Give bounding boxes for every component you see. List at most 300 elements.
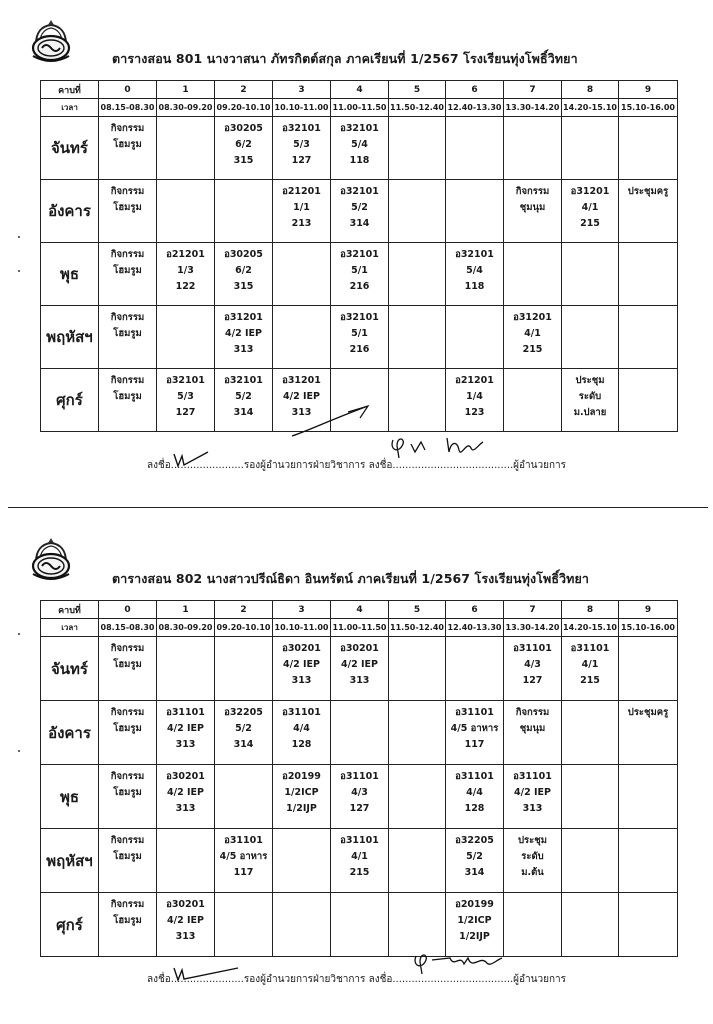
slot-line: 4/2 IEP xyxy=(283,659,320,670)
time-2: 09.20-10.10 xyxy=(215,619,273,637)
slot-line: 4/2 IEP xyxy=(514,787,551,798)
slot-line: อ20199 xyxy=(282,771,321,782)
class-slot xyxy=(446,765,504,829)
day-name: อังคาร xyxy=(41,180,99,243)
slot-line: กิจกรรม xyxy=(110,771,145,782)
class-slot xyxy=(562,369,619,432)
class-slot xyxy=(99,701,157,765)
day-row xyxy=(41,829,678,893)
day-name: พุธ xyxy=(41,765,99,829)
signature-line: ลงชื่อ.......................รองผู้อำนวยการฝ่ายวิชาการ ลงชื่อ......................................ผู้อำนวยการ xyxy=(147,460,567,471)
slot-line: 313 xyxy=(291,407,312,418)
slot-line: อ32101 xyxy=(340,312,379,323)
slot-line: 1/1 xyxy=(293,202,310,213)
slot-line: อ31201 xyxy=(570,186,610,197)
schedule-title: ตารางสอน 802 นางสาวปรีณ์ธิดา อินทรัตน์ ภาคเรียนที่ 1/2567 โรงเรียนทุ่งโพธิ์วิทยา xyxy=(112,571,590,586)
class-slot xyxy=(157,243,215,306)
slot-line: โฮมรูม xyxy=(113,328,142,339)
slot-line: 6/2 xyxy=(235,139,252,150)
slot-line: อ31101 xyxy=(340,771,379,782)
class-slot xyxy=(331,117,389,180)
scan-mark xyxy=(18,236,20,238)
class-slot xyxy=(99,829,157,893)
empty-slot xyxy=(562,765,619,829)
slot-line: 315 xyxy=(233,281,254,292)
class-slot xyxy=(331,243,389,306)
slot-line: 4/5 อาหาร xyxy=(219,851,268,862)
slot-line: 315 xyxy=(233,155,254,166)
slot-line: 213 xyxy=(291,218,312,229)
time-9: 15.10-16.00 xyxy=(619,619,678,637)
slot-line: อ32205 xyxy=(455,835,494,846)
slot-line: ม.ปลาย xyxy=(573,407,607,418)
day-name: พฤหัสฯ xyxy=(41,306,99,369)
period-5: 5 xyxy=(389,601,446,619)
school-emblem-icon xyxy=(28,536,74,582)
empty-slot xyxy=(446,180,504,243)
slot-line: อ31101 xyxy=(570,643,610,654)
slot-line: 215 xyxy=(522,344,543,355)
slot-line: กิจกรรม xyxy=(110,375,145,386)
slot-line: 1/2ICP xyxy=(284,787,319,798)
slot-line: อ31201 xyxy=(513,312,552,323)
class-slot xyxy=(157,369,215,432)
class-slot xyxy=(157,765,215,829)
slot-line: อ31101 xyxy=(166,707,205,718)
empty-slot xyxy=(389,180,446,243)
empty-slot xyxy=(389,893,446,957)
day-row xyxy=(41,893,678,957)
empty-slot xyxy=(389,306,446,369)
slot-line: 313 xyxy=(233,344,254,355)
slot-line: 4/2 IEP xyxy=(167,915,204,926)
time-label: เวลา xyxy=(41,99,99,117)
slot-line: อ31101 xyxy=(455,707,494,718)
slot-line: 215 xyxy=(580,675,600,686)
class-slot xyxy=(215,829,273,893)
class-slot xyxy=(331,180,389,243)
empty-slot xyxy=(157,829,215,893)
slot-line: 216 xyxy=(349,281,370,292)
slot-line: 4/2 IEP xyxy=(167,787,204,798)
slot-line: 5/4 xyxy=(351,139,368,150)
slot-line: 314 xyxy=(233,739,254,750)
empty-slot xyxy=(389,637,446,701)
slot-line: 5/2 xyxy=(466,851,483,862)
time-3: 10.10-11.00 xyxy=(273,619,331,637)
time-6: 12.40-13.30 xyxy=(446,619,504,637)
empty-slot xyxy=(562,243,619,306)
slot-line: โฮมรูม xyxy=(113,723,142,734)
slot-line: 4/5 อาหาร xyxy=(450,723,499,734)
slot-line: 314 xyxy=(349,218,370,229)
slot-line: 6/2 xyxy=(235,265,252,276)
slot-line: 313 xyxy=(175,931,196,942)
time-4: 11.00-11.50 xyxy=(331,99,389,117)
slot-line: อ21201 xyxy=(166,249,205,260)
empty-slot xyxy=(157,117,215,180)
slot-line: 123 xyxy=(464,407,485,418)
period-label: คาบที่ xyxy=(41,81,99,99)
slot-line: อ31101 xyxy=(224,835,263,846)
slot-line: 5/3 xyxy=(293,139,310,150)
period-8: 8 xyxy=(562,601,619,619)
empty-slot xyxy=(273,893,331,957)
signature-scribble-icon xyxy=(290,404,370,440)
slot-line: 4/2 IEP xyxy=(341,659,378,670)
slot-line: อ30201 xyxy=(166,771,205,782)
time-5: 11.50-12.40 xyxy=(389,99,446,117)
day-row xyxy=(41,243,678,306)
slot-line: โฮมรูม xyxy=(113,851,142,862)
slot-line: อ30201 xyxy=(282,643,321,654)
empty-slot xyxy=(389,117,446,180)
slot-line: 313 xyxy=(522,803,543,814)
slot-line: ระดับ xyxy=(578,391,602,402)
class-slot xyxy=(331,765,389,829)
slot-line: 5/1 xyxy=(351,328,368,339)
class-slot xyxy=(157,893,215,957)
empty-slot xyxy=(619,765,678,829)
class-slot xyxy=(446,701,504,765)
period-3: 3 xyxy=(273,601,331,619)
slot-line: กิจกรรม xyxy=(110,707,145,718)
day-row xyxy=(41,117,678,180)
slot-line: อ30201 xyxy=(166,899,205,910)
day-name: จันทร์ xyxy=(41,637,99,701)
slot-line: อ21201 xyxy=(455,375,494,386)
slot-line: 1/2IJP xyxy=(459,931,490,942)
slot-line: อ21201 xyxy=(282,186,321,197)
class-slot xyxy=(273,117,331,180)
slot-line: 4/3 xyxy=(524,659,541,670)
period-0: 0 xyxy=(99,601,157,619)
day-row xyxy=(41,306,678,369)
class-slot xyxy=(619,701,678,765)
slot-line: 117 xyxy=(464,739,485,750)
slot-line: อ31101 xyxy=(455,771,494,782)
slot-line: ม.ต้น xyxy=(521,867,544,878)
time-header-row xyxy=(41,99,678,117)
slot-line: 4/4 xyxy=(293,723,310,734)
slot-line: ประชุม xyxy=(575,375,605,386)
empty-slot xyxy=(273,306,331,369)
empty-slot xyxy=(504,893,562,957)
slot-line: 313 xyxy=(175,803,196,814)
period-4: 4 xyxy=(331,81,389,99)
schedule-title: ตารางสอน 801 นางวาสนา ภัทรกิตต์สกุล ภาคเรียนที่ 1/2567 โรงเรียนทุ่งโพธิ์วิทยา xyxy=(112,51,578,66)
slot-line: อ32101 xyxy=(224,375,263,386)
time-5: 11.50-12.40 xyxy=(389,619,446,637)
period-6: 6 xyxy=(446,601,504,619)
class-slot xyxy=(446,369,504,432)
empty-slot xyxy=(331,701,389,765)
signature-line: ลงชื่อ.......................รองผู้อำนวยการฝ่ายวิชาการ ลงชื่อ......................................ผู้อำนวยการ xyxy=(147,974,567,985)
time-1: 08.30-09.20 xyxy=(157,619,215,637)
empty-slot xyxy=(619,243,678,306)
class-slot xyxy=(215,701,273,765)
slot-line: โฮมรูม xyxy=(113,391,142,402)
class-slot xyxy=(99,893,157,957)
slot-line: 4/2 IEP xyxy=(167,723,204,734)
slot-line: อ32205 xyxy=(224,707,263,718)
time-7: 13.30-14.20 xyxy=(504,99,562,117)
slot-line: อ31101 xyxy=(340,835,379,846)
slot-line: 1/2ICP xyxy=(457,915,492,926)
class-slot xyxy=(273,701,331,765)
class-slot xyxy=(215,117,273,180)
class-slot xyxy=(619,180,678,243)
time-label: เวลา xyxy=(41,619,99,637)
slot-line: 122 xyxy=(175,281,196,292)
slot-line: 127 xyxy=(522,675,543,686)
period-1: 1 xyxy=(157,81,215,99)
slot-line: โฮมรูม xyxy=(113,265,142,276)
empty-slot xyxy=(215,893,273,957)
class-slot xyxy=(331,637,389,701)
empty-slot xyxy=(157,637,215,701)
class-slot xyxy=(99,117,157,180)
class-slot xyxy=(562,180,619,243)
slot-line: 4/2 IEP xyxy=(283,391,320,402)
slot-line: 4/4 xyxy=(466,787,483,798)
class-slot xyxy=(157,701,215,765)
slot-line: ระดับ xyxy=(521,851,544,862)
empty-slot xyxy=(562,701,619,765)
time-7: 13.30-14.20 xyxy=(504,619,562,637)
day-row xyxy=(41,701,678,765)
empty-slot xyxy=(273,829,331,893)
slot-line: อ32101 xyxy=(455,249,494,260)
period-label: คาบที่ xyxy=(41,601,99,619)
class-slot xyxy=(99,243,157,306)
slot-line: โฮมรูม xyxy=(113,915,142,926)
scan-mark xyxy=(18,750,20,752)
empty-slot xyxy=(619,306,678,369)
day-name: อังคาร xyxy=(41,701,99,765)
slot-line: 4/1 xyxy=(581,659,599,670)
slot-line: 5/2 xyxy=(235,723,252,734)
day-name: ศุกร์ xyxy=(41,369,99,432)
slot-line: อ30205 xyxy=(224,249,263,260)
slot-line: อ31101 xyxy=(513,643,552,654)
school-emblem-icon xyxy=(28,18,74,64)
slot-line: 215 xyxy=(349,867,370,878)
slot-line: ประชุมครู xyxy=(627,186,669,197)
slot-line: อ32101 xyxy=(340,123,379,134)
empty-slot xyxy=(446,637,504,701)
slot-line: โฮมรูม xyxy=(113,202,142,213)
time-0: 08.15-08.30 xyxy=(99,619,157,637)
slot-line: 314 xyxy=(464,867,485,878)
class-slot xyxy=(99,765,157,829)
empty-slot xyxy=(619,637,678,701)
time-8: 14.20-15.10 xyxy=(562,619,619,637)
slot-line: 127 xyxy=(175,407,196,418)
slot-line: 313 xyxy=(291,675,312,686)
slot-line: อ31201 xyxy=(282,375,321,386)
slot-line: กิจกรรม xyxy=(110,123,145,134)
scan-mark xyxy=(18,270,20,272)
slot-line: 4/2 IEP xyxy=(225,328,262,339)
slot-line: 5/3 xyxy=(177,391,194,402)
slot-line: ชุมนุม xyxy=(519,202,546,213)
class-slot xyxy=(504,829,562,893)
slot-line: 314 xyxy=(233,407,254,418)
day-name: ศุกร์ xyxy=(41,893,99,957)
day-name: พฤหัสฯ xyxy=(41,829,99,893)
empty-slot xyxy=(446,117,504,180)
class-slot xyxy=(504,701,562,765)
slot-line: ชุมนุม xyxy=(519,723,546,734)
class-slot xyxy=(331,829,389,893)
empty-slot xyxy=(619,369,678,432)
time-2: 09.20-10.10 xyxy=(215,99,273,117)
period-8: 8 xyxy=(562,81,619,99)
slot-line: กิจกรรม xyxy=(110,643,145,654)
slot-line: กิจกรรม xyxy=(110,249,145,260)
class-slot xyxy=(99,306,157,369)
time-6: 12.40-13.30 xyxy=(446,99,504,117)
empty-slot xyxy=(215,180,273,243)
slot-line: 4/1 xyxy=(524,328,541,339)
slot-line: โฮมรูม xyxy=(113,659,142,670)
slot-line: กิจกรรม xyxy=(110,835,145,846)
period-2: 2 xyxy=(215,601,273,619)
slot-line: กิจกรรม xyxy=(515,707,550,718)
class-slot xyxy=(446,893,504,957)
slot-line: 313 xyxy=(349,675,370,686)
period-9: 9 xyxy=(619,81,678,99)
slot-line: 4/3 xyxy=(351,787,368,798)
empty-slot xyxy=(504,369,562,432)
period-6: 6 xyxy=(446,81,504,99)
empty-slot xyxy=(389,765,446,829)
period-7: 7 xyxy=(504,81,562,99)
day-row xyxy=(41,637,678,701)
slot-line: 127 xyxy=(349,803,370,814)
slot-line: อ31101 xyxy=(282,707,321,718)
period-header-row xyxy=(41,81,678,99)
slot-line: 118 xyxy=(464,281,485,292)
class-slot xyxy=(99,369,157,432)
slot-line: 127 xyxy=(291,155,312,166)
day-name: จันทร์ xyxy=(41,117,99,180)
class-slot xyxy=(273,180,331,243)
time-0: 08.15-08.30 xyxy=(99,99,157,117)
class-slot xyxy=(504,765,562,829)
slot-line: 5/4 xyxy=(466,265,483,276)
class-slot xyxy=(99,180,157,243)
schedule-sheet-802 xyxy=(0,512,713,1024)
slot-line: ประชุม xyxy=(518,835,547,846)
class-slot xyxy=(446,243,504,306)
class-slot xyxy=(562,637,619,701)
slot-line: 1/2IJP xyxy=(286,803,317,814)
timetable xyxy=(40,80,678,432)
empty-slot xyxy=(562,117,619,180)
slot-line: กิจกรรม xyxy=(110,899,145,910)
day-row xyxy=(41,765,678,829)
empty-slot xyxy=(215,765,273,829)
timetable xyxy=(40,600,678,957)
slot-line: อ31201 xyxy=(224,312,263,323)
time-8: 14.20-15.10 xyxy=(562,99,619,117)
empty-slot xyxy=(504,243,562,306)
empty-slot xyxy=(157,306,215,369)
slot-line: อ30201 xyxy=(340,643,379,654)
empty-slot xyxy=(504,117,562,180)
empty-slot xyxy=(446,306,504,369)
class-slot xyxy=(215,306,273,369)
period-3: 3 xyxy=(273,81,331,99)
empty-slot xyxy=(389,829,446,893)
slot-line: 1/4 xyxy=(466,391,483,402)
day-row xyxy=(41,180,678,243)
time-9: 15.10-16.00 xyxy=(619,99,678,117)
empty-slot xyxy=(619,829,678,893)
time-header-row xyxy=(41,619,678,637)
period-7: 7 xyxy=(504,601,562,619)
class-slot xyxy=(99,637,157,701)
slot-line: อ32101 xyxy=(340,249,379,260)
slot-line: 128 xyxy=(464,803,485,814)
empty-slot xyxy=(562,306,619,369)
class-slot xyxy=(215,369,273,432)
slot-line: 4/1 xyxy=(581,202,599,213)
slot-line: โฮมรูม xyxy=(113,787,142,798)
period-0: 0 xyxy=(99,81,157,99)
day-name: พุธ xyxy=(41,243,99,306)
slot-line: 215 xyxy=(580,218,600,229)
slot-line: อ32101 xyxy=(166,375,205,386)
empty-slot xyxy=(562,893,619,957)
slot-line: อ32101 xyxy=(340,186,379,197)
slot-line: กิจกรรม xyxy=(515,186,550,197)
page-divider xyxy=(8,507,708,508)
period-4: 4 xyxy=(331,601,389,619)
slot-line: 117 xyxy=(233,867,254,878)
class-slot xyxy=(446,829,504,893)
time-1: 08.30-09.20 xyxy=(157,99,215,117)
slot-line: อ32101 xyxy=(282,123,321,134)
empty-slot xyxy=(157,180,215,243)
period-2: 2 xyxy=(215,81,273,99)
empty-slot xyxy=(331,893,389,957)
period-1: 1 xyxy=(157,601,215,619)
slot-line: กิจกรรม xyxy=(110,312,145,323)
class-slot xyxy=(273,637,331,701)
class-slot xyxy=(215,243,273,306)
class-slot xyxy=(273,765,331,829)
empty-slot xyxy=(389,369,446,432)
slot-line: 5/1 xyxy=(351,265,368,276)
time-4: 11.00-11.50 xyxy=(331,619,389,637)
empty-slot xyxy=(562,829,619,893)
empty-slot xyxy=(619,117,678,180)
class-slot xyxy=(331,306,389,369)
slot-line: 216 xyxy=(349,344,370,355)
slot-line: 1/3 xyxy=(177,265,194,276)
slot-line: โฮมรูม xyxy=(113,139,142,150)
class-slot xyxy=(504,637,562,701)
slot-line: กิจกรรม xyxy=(110,186,145,197)
class-slot xyxy=(504,180,562,243)
period-5: 5 xyxy=(389,81,446,99)
empty-slot xyxy=(273,243,331,306)
slot-line: 118 xyxy=(349,155,370,166)
empty-slot xyxy=(389,701,446,765)
